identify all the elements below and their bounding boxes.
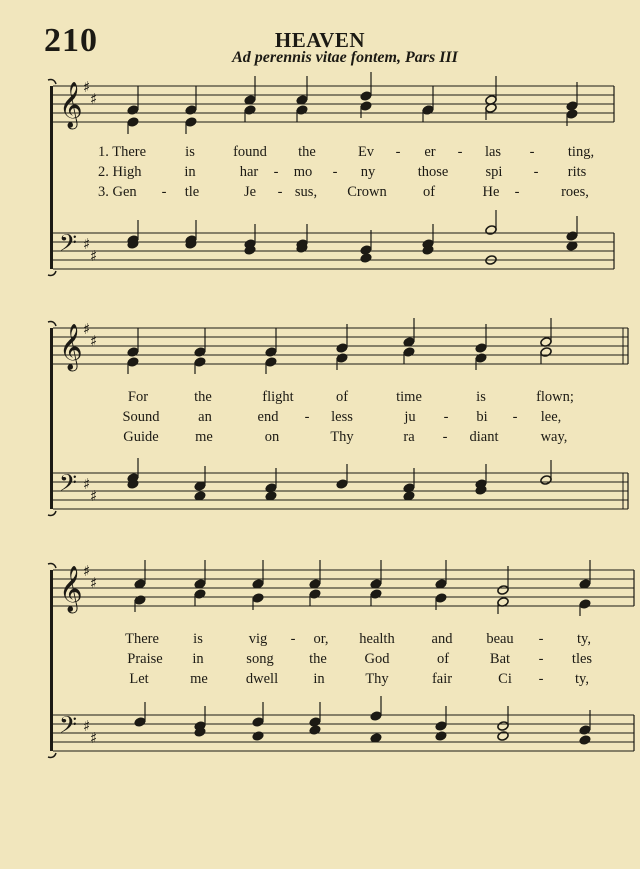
lyric: flight: [262, 389, 294, 405]
lyric: ju: [404, 409, 416, 425]
note-head: [435, 721, 447, 732]
note-head: [336, 353, 348, 364]
note-head: [370, 589, 382, 600]
sharp-sign: ♯: [90, 487, 98, 505]
lyric: fair: [431, 671, 453, 687]
system-bracket: [48, 322, 56, 327]
note-head: [360, 91, 372, 102]
note-head: [265, 347, 277, 358]
lyric: er: [424, 144, 436, 160]
note-head: [485, 225, 497, 236]
note-head: [252, 717, 264, 728]
note-head: [497, 721, 509, 732]
lyric: health: [359, 631, 395, 647]
lyric: God: [364, 651, 390, 667]
sharp-sign: ♯: [83, 78, 91, 96]
lyric: lee,: [540, 409, 562, 425]
note-head: [185, 105, 197, 116]
note-head: [336, 479, 348, 490]
lyric: -: [538, 651, 544, 667]
sharp-sign: ♯: [90, 729, 98, 747]
note-head: [579, 599, 591, 610]
system-bracket: [48, 271, 56, 276]
lyric: 1. There: [98, 144, 147, 160]
lyric: Guide: [123, 429, 159, 445]
lyric: song: [246, 651, 274, 667]
lyric: roes,: [561, 184, 589, 200]
lyric: Let: [129, 671, 149, 687]
note-head: [566, 231, 578, 242]
note-head: [579, 725, 591, 736]
lyric: las: [484, 144, 502, 160]
system-bracket: [48, 80, 56, 85]
lyric: of: [436, 651, 450, 667]
system-brace: [50, 570, 53, 751]
lyric: Ci: [498, 671, 512, 687]
lyric: bi: [476, 409, 488, 425]
lyric: ty,: [577, 631, 591, 647]
note-head: [296, 105, 308, 116]
sharp-sign: ♯: [83, 717, 91, 735]
lyric: ting,: [567, 144, 595, 160]
system-bracket: [48, 511, 56, 516]
hymn-title: HEAVEN: [274, 28, 366, 52]
lyric: less: [331, 409, 353, 425]
lyric: spi: [485, 164, 503, 180]
lyric: sus,: [294, 184, 318, 200]
lyric: those: [417, 164, 449, 180]
lyric: Ev: [357, 144, 375, 160]
note-head: [309, 725, 321, 736]
note-head: [370, 711, 382, 722]
lyric: For: [127, 389, 149, 405]
lyric: -: [457, 144, 463, 160]
note-head: [360, 101, 372, 112]
lyric: beau: [486, 631, 514, 647]
note-head: [475, 343, 487, 354]
sharp-sign: ♯: [90, 574, 98, 592]
lyric: Sound: [122, 409, 160, 425]
lyric: Je: [243, 184, 257, 200]
note-head: [336, 343, 348, 354]
lyric: -: [529, 144, 535, 160]
treble-clef: 𝄞: [59, 82, 83, 128]
note-head: [127, 117, 139, 128]
lyric: har: [239, 164, 259, 180]
lyric: He: [482, 184, 500, 200]
lyric: the: [298, 144, 316, 160]
treble-clef: 𝄞: [59, 324, 83, 370]
note-head: [127, 347, 139, 358]
sharp-sign: ♯: [90, 90, 98, 108]
lyric: rits: [567, 164, 587, 180]
lyric: time: [396, 389, 422, 405]
lyric: or,: [313, 631, 329, 647]
lyric: -: [161, 184, 167, 200]
note-head: [497, 731, 509, 742]
note-head: [497, 585, 509, 596]
note-head: [194, 589, 206, 600]
lyric: of: [422, 184, 436, 200]
lyric: is: [476, 389, 486, 405]
lyric: in: [313, 671, 325, 687]
note-head: [360, 253, 372, 264]
lyric: -: [514, 184, 520, 200]
sharp-sign: ♯: [83, 562, 91, 580]
lyric: 2. High: [98, 164, 142, 180]
bass-clef: 𝄢: [59, 229, 78, 262]
lyric: the: [309, 651, 327, 667]
note-head: [422, 105, 434, 116]
lyric: -: [273, 164, 279, 180]
lyric: is: [193, 631, 203, 647]
lyric: me: [195, 429, 213, 445]
note-head: [265, 357, 277, 368]
note-head: [127, 357, 139, 368]
lyric: on: [264, 429, 280, 445]
note-head: [134, 595, 146, 606]
lyric: an: [198, 409, 212, 425]
system-bracket: [48, 753, 56, 758]
sharp-sign: ♯: [83, 320, 91, 338]
note-head: [194, 357, 206, 368]
note-head: [566, 109, 578, 120]
lyric: -: [395, 144, 401, 160]
note-head: [252, 731, 264, 742]
lyric: tles: [571, 651, 593, 667]
lyric: -: [538, 671, 544, 687]
lyric: -: [533, 164, 539, 180]
lyric: ty,: [575, 671, 589, 687]
lyric: is: [185, 144, 195, 160]
lyric: -: [290, 631, 296, 647]
lyric: -: [277, 184, 283, 200]
lyric: end: [257, 409, 279, 425]
sharp-sign: ♯: [83, 235, 91, 253]
lyric: ny: [360, 164, 376, 180]
lyric: -: [512, 409, 518, 425]
lyric: diant: [469, 429, 499, 445]
lyric: flown;: [536, 389, 574, 405]
lyric: mo: [293, 164, 313, 180]
lyric: found: [233, 144, 267, 160]
lyric: -: [442, 429, 448, 445]
lyric: dwell: [245, 671, 279, 687]
note-head: [475, 353, 487, 364]
lyric: There: [125, 631, 159, 647]
lyric: Bat: [489, 651, 511, 667]
lyric: ra: [403, 429, 415, 445]
lyric: -: [443, 409, 449, 425]
lyric: 3. Gen: [98, 184, 137, 200]
lyric: Thy: [330, 429, 354, 445]
lyric: tle: [184, 184, 200, 200]
note-head: [540, 347, 552, 358]
lyric: -: [332, 164, 338, 180]
sharp-sign: ♯: [90, 247, 98, 265]
treble-clef: 𝄞: [59, 566, 83, 612]
lyric: the: [194, 389, 212, 405]
note-head: [194, 347, 206, 358]
note-head: [252, 593, 264, 604]
note-head: [185, 117, 197, 128]
system-brace: [50, 328, 53, 509]
note-head: [127, 105, 139, 116]
lyric: of: [335, 389, 349, 405]
lyric: vig: [248, 631, 268, 647]
lyric: -: [304, 409, 310, 425]
note-head: [403, 347, 415, 358]
lyric: -: [538, 631, 544, 647]
system-bracket: [48, 564, 56, 569]
lyric: and: [431, 631, 453, 647]
note-head: [435, 731, 447, 742]
lyric: Praise: [127, 651, 163, 667]
lyric: Thy: [365, 671, 389, 687]
note-head: [244, 105, 256, 116]
tune-name: Ad perennis vitae fontem, Pars III: [232, 49, 458, 66]
sharp-sign: ♯: [90, 332, 98, 350]
lyric: way,: [540, 429, 568, 445]
system-brace: [50, 86, 53, 269]
bass-clef: 𝄢: [59, 469, 78, 502]
note-head: [540, 475, 552, 486]
note-head: [309, 589, 321, 600]
lyric: in: [184, 164, 196, 180]
lyric: Crown: [347, 184, 387, 200]
lyric: in: [192, 651, 204, 667]
page-number: 210: [44, 22, 98, 59]
note-head: [579, 735, 591, 746]
note-head: [435, 593, 447, 604]
lyric: me: [190, 671, 208, 687]
sharp-sign: ♯: [83, 475, 91, 493]
note-head: [134, 717, 146, 728]
bass-clef: 𝄢: [59, 711, 78, 744]
